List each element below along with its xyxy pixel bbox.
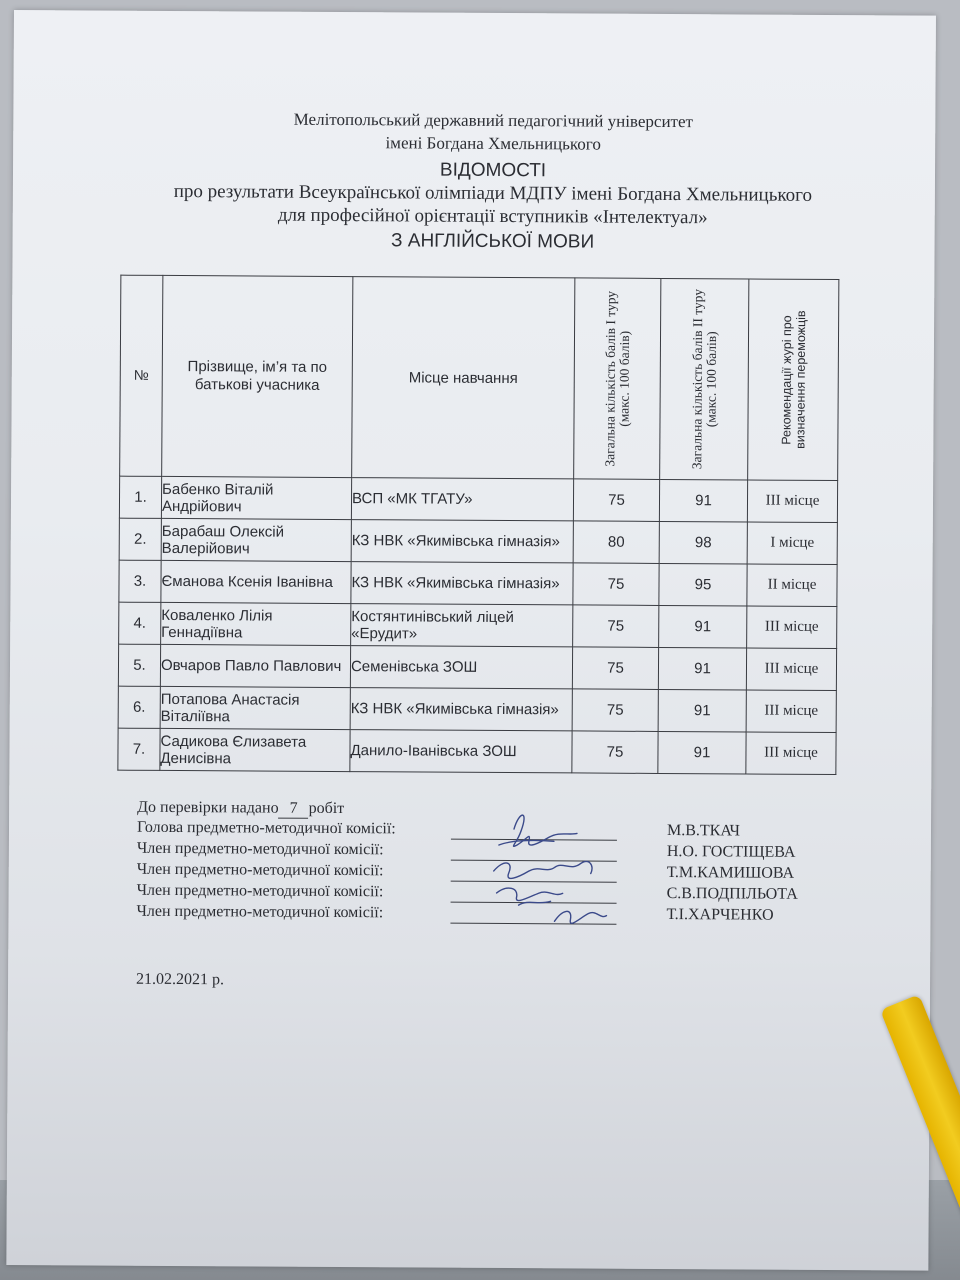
document-title: ВІДОМОСТІ bbox=[439, 159, 547, 182]
school-name: КЗ НВК «Якимівська гімназія» bbox=[350, 688, 572, 731]
table-row bbox=[119, 602, 837, 648]
column-header-place: Місце навчання bbox=[352, 277, 575, 479]
round2-score: 91 bbox=[659, 605, 747, 648]
placement: І місце bbox=[747, 522, 837, 565]
round1-score: 75 bbox=[573, 605, 659, 648]
subject-title: З АНГЛІЙСЬКОЇ МОВИ bbox=[390, 230, 595, 253]
round2-score: 98 bbox=[659, 521, 747, 564]
handwritten-signatures bbox=[458, 801, 629, 942]
row-number: 7. bbox=[118, 728, 160, 770]
row-number: 6. bbox=[118, 686, 160, 728]
commission-role: Член предметно-методичної комісії: bbox=[136, 881, 384, 901]
submitted-count-line bbox=[137, 799, 344, 819]
round1-score: 80 bbox=[573, 521, 659, 564]
school-name: Данило-Іванівська ЗОШ bbox=[350, 730, 572, 773]
submitted-label: До перевірки надано bbox=[137, 798, 279, 817]
row-number: 2. bbox=[119, 518, 161, 560]
commission-role: Член предметно-методичної комісії: bbox=[136, 860, 384, 880]
table-header-row bbox=[120, 275, 839, 480]
commission-role: Член предметно-методичної комісії: bbox=[136, 839, 384, 859]
school-name: Семенівська ЗОШ bbox=[350, 646, 572, 689]
column-header-round2: Загальна кількість балів ІІ туру (макс. 100 балів) bbox=[660, 278, 749, 480]
participant-name: Барабаш Олексій Валерійович bbox=[161, 518, 351, 561]
institution-name: Мелітопольський державний педагогічний університет bbox=[293, 109, 694, 132]
placement: ІІ місце bbox=[747, 564, 837, 607]
table-row bbox=[119, 560, 837, 606]
column-header-name: Прізвище, ім’я та по батькові учасника bbox=[162, 275, 353, 477]
round2-score: 95 bbox=[659, 563, 747, 606]
table-row bbox=[118, 728, 836, 774]
round2-score: 91 bbox=[658, 731, 746, 774]
institution-name-line2: імені Богдана Хмельницького bbox=[385, 133, 601, 154]
round1-score: 75 bbox=[572, 731, 658, 774]
participant-name: Бабенко Віталій Андрійович bbox=[161, 476, 351, 519]
school-name: КЗ НВК «Якимівська гімназія» bbox=[351, 520, 573, 563]
document-date: 21.02.2021 р. bbox=[136, 970, 225, 989]
column-header-number: № bbox=[120, 275, 163, 476]
document-subtitle-line2: для професійної орієнтації вступників «Інтелектуал» bbox=[277, 204, 708, 229]
results-table bbox=[117, 275, 839, 775]
table-row bbox=[119, 518, 837, 564]
commission-member-name: Т.М.КАМИШОВА bbox=[666, 864, 795, 882]
commission-role: Голова предметно-методичної комісії: bbox=[136, 818, 396, 838]
placement: ІІІ місце bbox=[746, 648, 836, 691]
round2-score: 91 bbox=[659, 479, 747, 522]
document-sheet bbox=[6, 10, 936, 1271]
commission-member-name: Н.О. ГОСТІЩЕВА bbox=[666, 843, 796, 861]
commission-member-name: С.В.ПОДПІЛЬОТА bbox=[666, 885, 798, 903]
row-number: 1. bbox=[119, 476, 161, 518]
participant-name: Потапова Анастасія Віталіївна bbox=[160, 686, 350, 729]
commission-role: Член предметно-методичної комісії: bbox=[136, 902, 384, 922]
table-row bbox=[118, 686, 836, 732]
school-name: КЗ НВК «Якимівська гімназія» bbox=[351, 562, 573, 605]
commission-member-name: Т.І.ХАРЧЕНКО bbox=[666, 906, 774, 924]
round1-score: 75 bbox=[572, 689, 658, 732]
table-row bbox=[119, 476, 837, 522]
row-number: 3. bbox=[119, 560, 161, 602]
school-name: ВСП «МК ТГАТУ» bbox=[351, 478, 573, 521]
round1-score: 75 bbox=[572, 647, 658, 690]
round2-score: 91 bbox=[658, 689, 746, 732]
school-name: Костянтинівський ліцей «Ерудит» bbox=[351, 604, 573, 647]
submitted-suffix: робіт bbox=[308, 799, 345, 818]
placement: ІІІ місце bbox=[746, 732, 836, 775]
placement: ІІІ місце bbox=[746, 690, 836, 733]
participant-name: Коваленко Лілія Геннадіївна bbox=[161, 602, 351, 645]
round2-score: 91 bbox=[658, 647, 746, 690]
round1-score: 75 bbox=[573, 563, 659, 606]
participant-name: Овчаров Павло Павлович bbox=[160, 644, 350, 687]
placement: ІІІ місце bbox=[747, 606, 837, 649]
commission-member-name: М.В.ТКАЧ bbox=[666, 822, 740, 840]
submitted-count: 7 bbox=[279, 800, 309, 819]
table-row bbox=[118, 644, 836, 690]
column-header-recommendation: Рекомендації журі про визначення переможців bbox=[748, 279, 839, 481]
row-number: 4. bbox=[119, 602, 161, 644]
round1-score: 75 bbox=[573, 479, 659, 522]
document-subtitle: про результати Всеукраїнської олімпіади МДПУ імені Богдана Хмельницького bbox=[173, 180, 813, 206]
participant-name: Садикова Єлизавета Денисівна bbox=[160, 728, 350, 771]
participant-name: Єманова Ксенія Іванівна bbox=[161, 560, 351, 603]
placement: ІІІ місце bbox=[747, 480, 837, 523]
column-header-round1: Загальна кількість балів І туру (макс. 100 балів) bbox=[574, 278, 661, 480]
row-number: 5. bbox=[118, 644, 160, 686]
